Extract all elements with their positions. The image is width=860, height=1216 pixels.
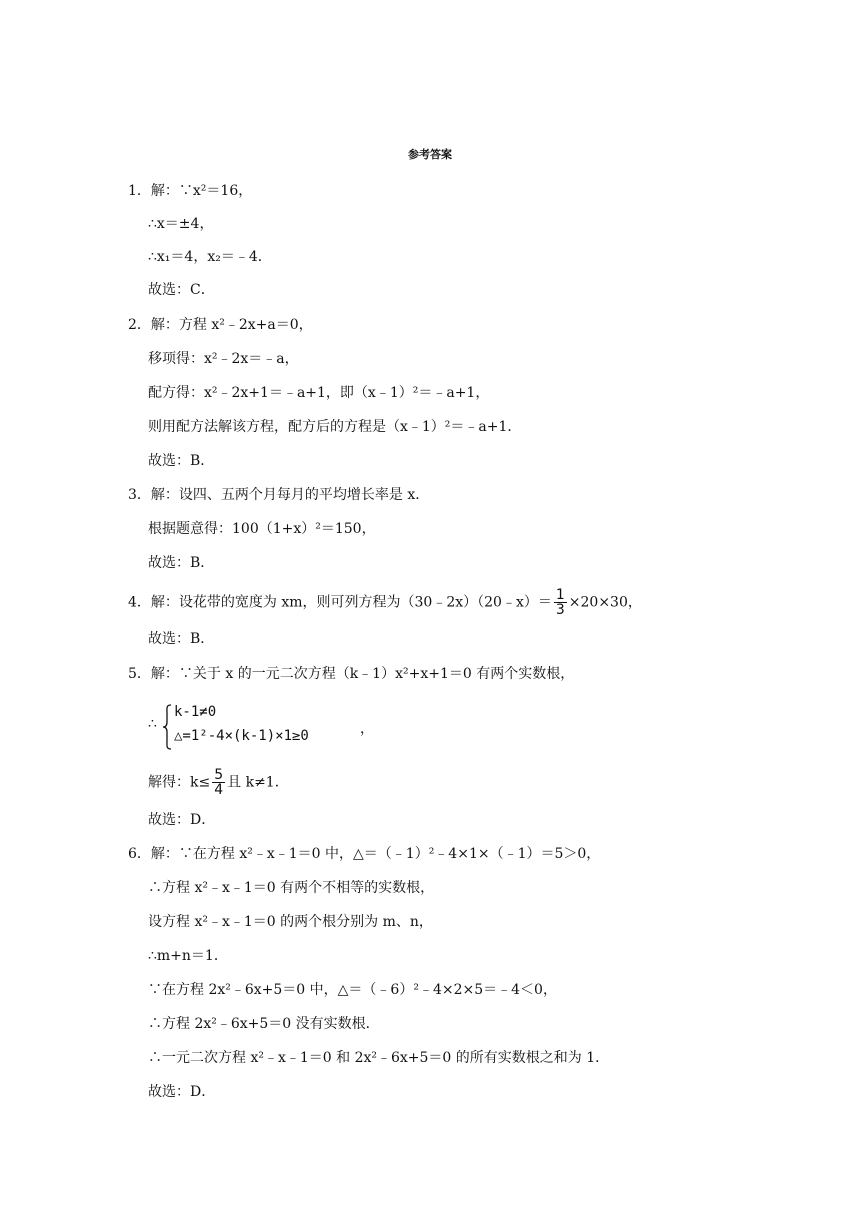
q5-line-3 bbox=[148, 768, 289, 797]
q4-line-1-tail: ×20×30， bbox=[568, 594, 642, 611]
q6-line-7: ∴一元二次方程 x²﹣x﹣1＝0 和 2x²﹣6x+5＝0 的所有实数根之和为 1． bbox=[148, 1050, 610, 1066]
q2-line-4: 则用配方法解该方程，配方后的方程是（x﹣1）²＝﹣a+1． bbox=[148, 419, 522, 435]
q2-line-1: 2．解：方程 x²﹣2x+a＝0， bbox=[128, 317, 313, 333]
q6-line-4: ∴m+n＝1． bbox=[148, 948, 228, 964]
q2-line-3: 配方得：x²﹣2x+1＝﹣a+1，即（x﹣1）²＝﹣a+1， bbox=[148, 385, 490, 401]
q4-line-1-text: 4．解：设花带的宽度为 xm，则可列方程为（30﹣2x）（20﹣x）＝ bbox=[128, 594, 552, 611]
system-comma: ， bbox=[360, 721, 374, 737]
q1-line-2: ∴x＝±4， bbox=[148, 216, 214, 232]
q2-line-2: 移项得：x²﹣2x＝﹣a， bbox=[148, 351, 299, 367]
page-title: 参考答案 bbox=[408, 148, 452, 161]
q1-line-1: 1．解：∵x²＝16， bbox=[128, 183, 253, 199]
q6-line-5: ∵在方程 2x²﹣6x+5＝0 中，△＝（﹣6）²﹣4×2×5＝﹣4＜0， bbox=[148, 982, 557, 998]
q4-line-2: 故选：B． bbox=[148, 631, 215, 647]
q2-line-5: 故选：B． bbox=[148, 453, 215, 469]
q4-fraction-numerator: 1 bbox=[555, 587, 565, 603]
q6-line-3: 设方程 x²﹣x﹣1＝0 的两个根分别为 m、n， bbox=[148, 914, 433, 930]
q6-line-8: 故选：D． bbox=[148, 1084, 216, 1100]
q5-line-1: 5．解：∵关于 x 的一元二次方程（k﹣1）x²+x+1＝0 有两个实数根， bbox=[128, 666, 575, 682]
q3-line-3: 故选：B． bbox=[148, 555, 215, 571]
q6-line-6: ∴方程 2x²﹣6x+5＝0 没有实数根． bbox=[148, 1016, 380, 1032]
q5-line-3-text: 解得：k≤ bbox=[148, 774, 211, 791]
q1-line-3: ∴x₁＝4，x₂＝﹣4． bbox=[148, 249, 272, 265]
system-row-1: k-1≠0 bbox=[174, 704, 217, 720]
system-row-2: △=1²-4×(k-1)×1≥0 bbox=[174, 728, 309, 744]
q5-fraction bbox=[212, 768, 225, 797]
q4-fraction-denominator: 3 bbox=[555, 602, 565, 618]
therefore-symbol: ∴ bbox=[148, 716, 157, 732]
q4-fraction bbox=[554, 588, 567, 617]
left-brace-icon bbox=[162, 704, 172, 750]
q5-line-3-tail: 且 k≠1． bbox=[227, 774, 289, 791]
q6-line-1: 6．解：∵在方程 x²﹣x﹣1＝0 中，△＝（﹣1）²﹣4×1×（﹣1）＝5＞0， bbox=[128, 846, 601, 862]
q1-line-4: 故选：C． bbox=[148, 282, 215, 298]
q5-line-4: 故选：D． bbox=[148, 812, 216, 828]
q4-line-1 bbox=[128, 588, 642, 617]
q3-line-1: 3．解：设四、五两个月每月的平均增长率是 x． bbox=[128, 487, 430, 503]
q5-fraction-numerator: 5 bbox=[214, 767, 224, 783]
q5-fraction-denominator: 4 bbox=[214, 782, 224, 798]
q6-line-2: ∴方程 x²﹣x﹣1＝0 有两个不相等的实数根， bbox=[148, 880, 435, 896]
q3-line-2: 根据题意得：100（1+x）²＝150， bbox=[148, 521, 376, 537]
